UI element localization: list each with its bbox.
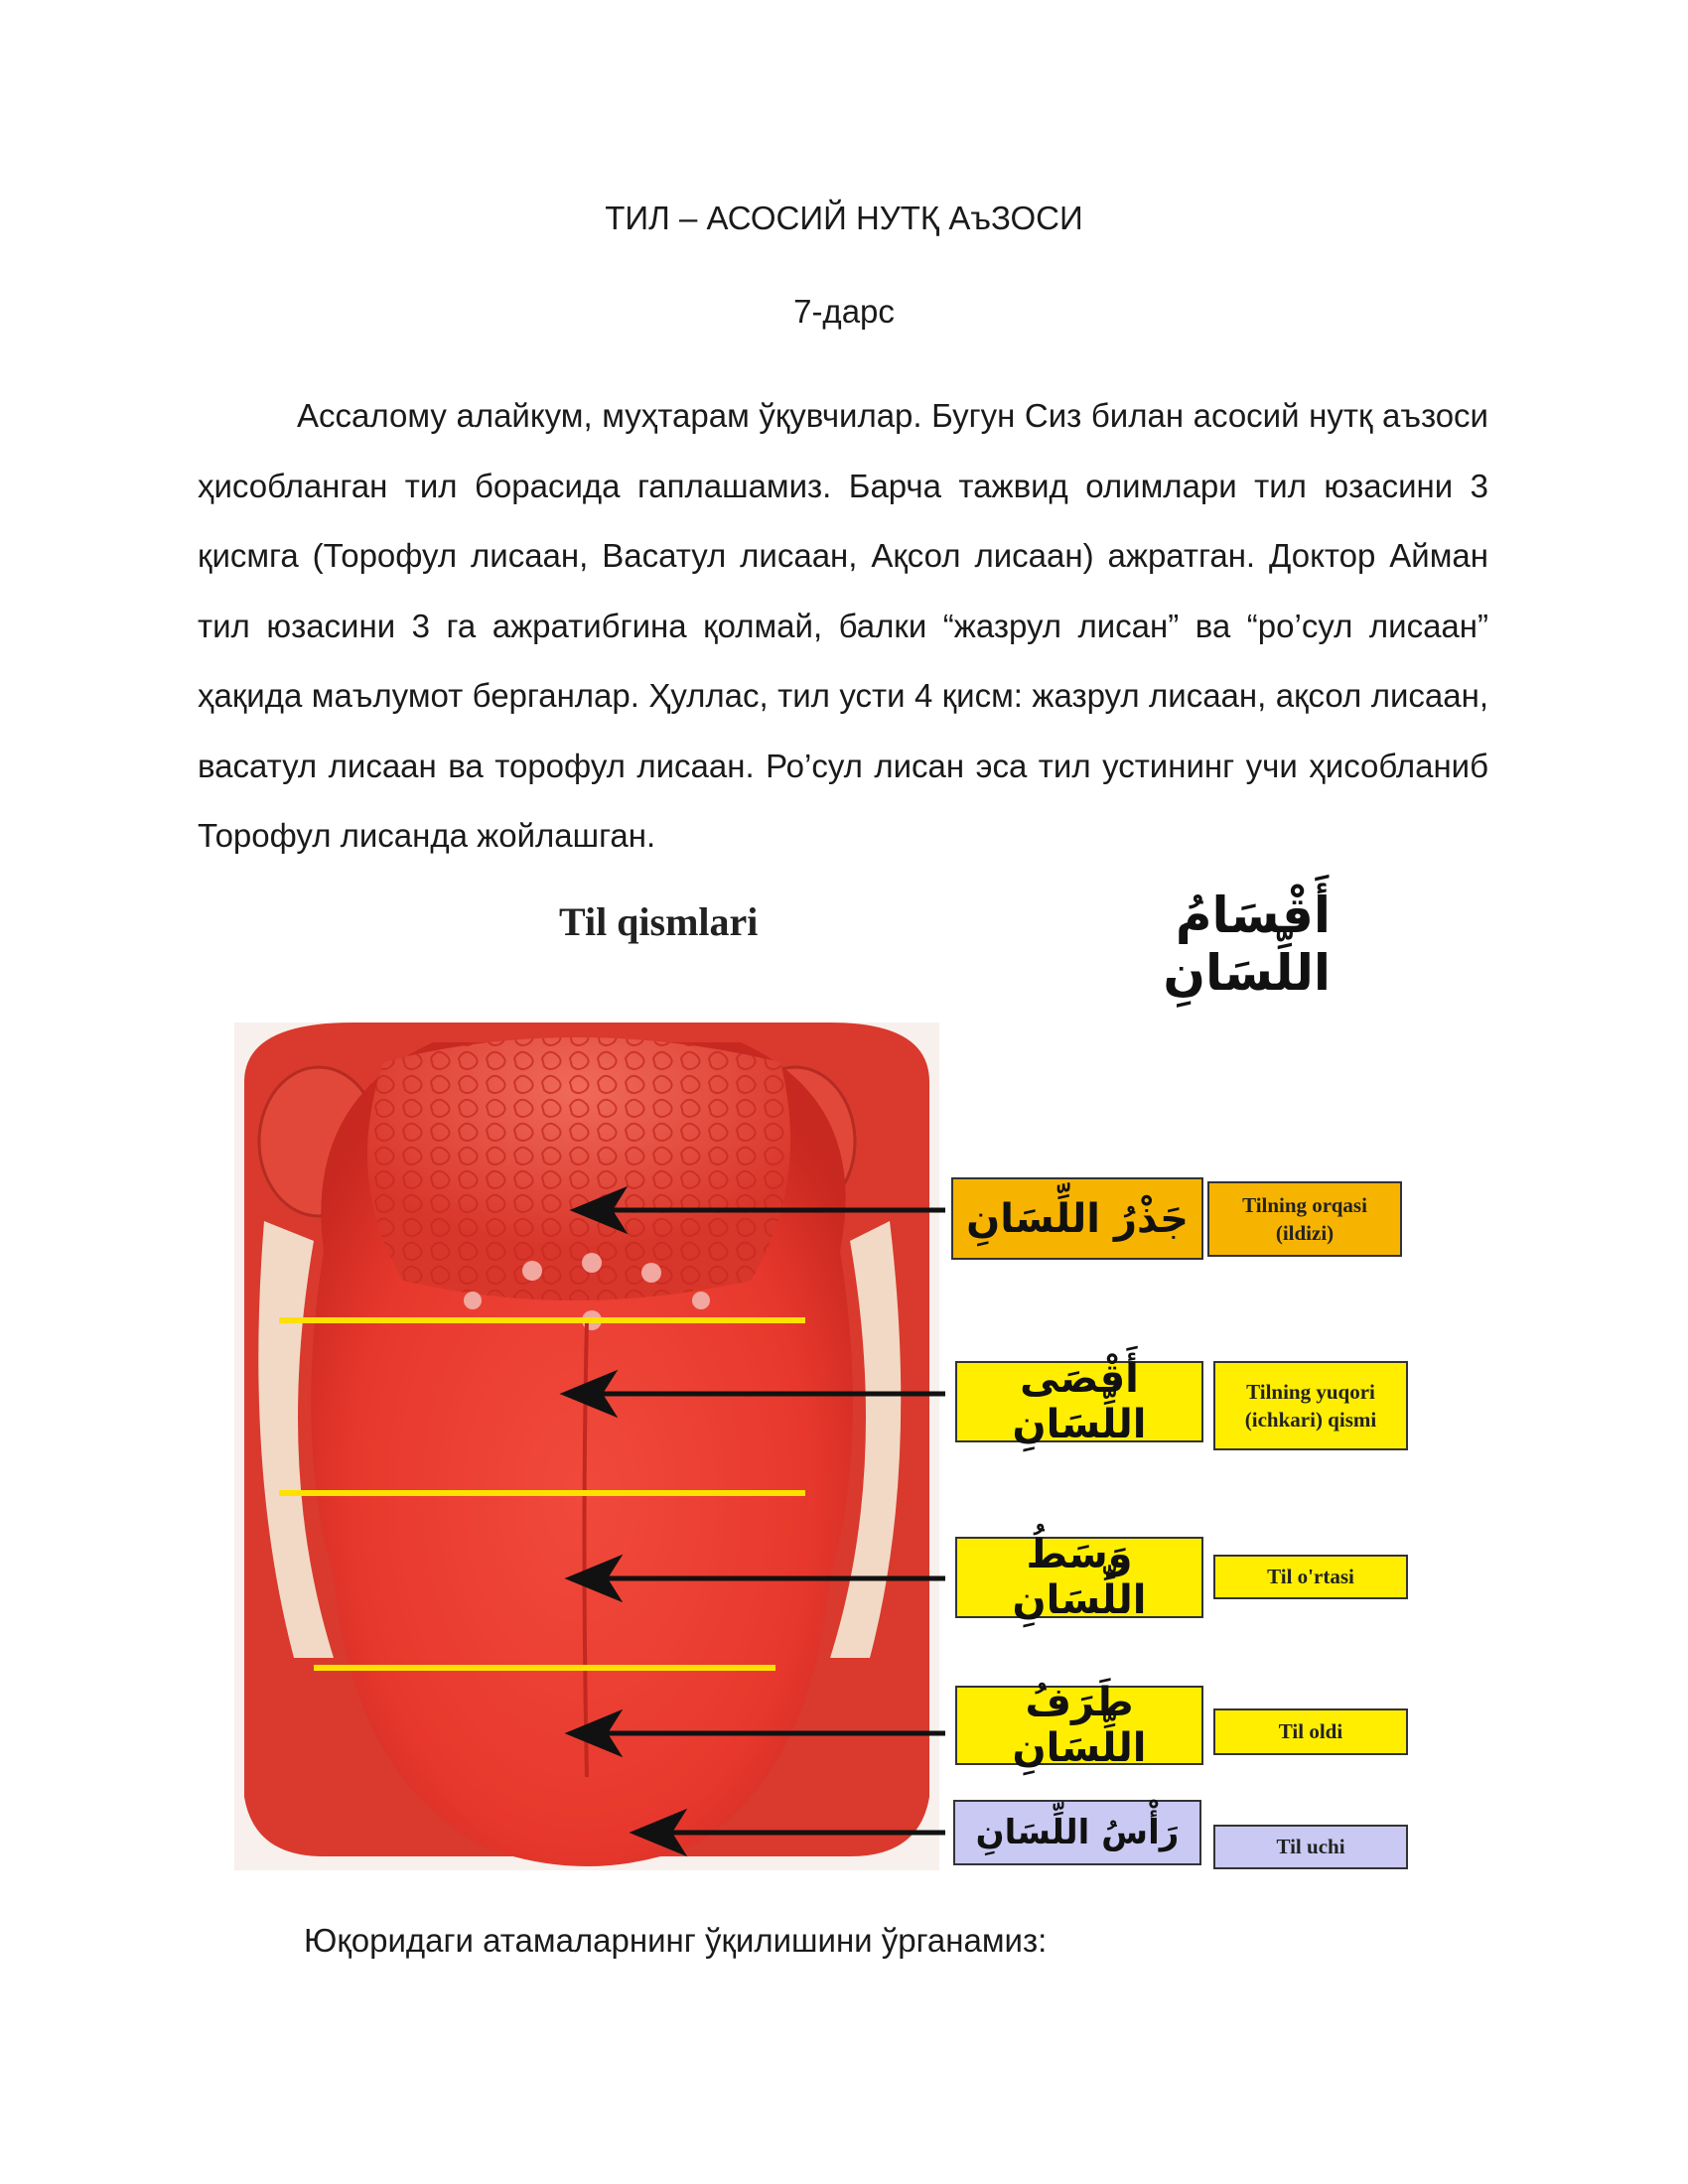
label-root-arabic-text: جَذْرُ اللِّسَانِ (966, 1195, 1189, 1242)
label-middle-arabic (955, 1532, 1203, 1623)
closing-sentence: Юқоридаги атамаларнинг ўқилишини ўрганамиз: (304, 1922, 1048, 1959)
label-back-arabic (955, 1356, 1203, 1447)
label-front-uzbek-text: Til oldi (1278, 1719, 1343, 1744)
label-back-uzbek (1213, 1361, 1408, 1450)
label-tip-uzbek (1213, 1825, 1408, 1869)
intro-paragraph (198, 381, 1488, 872)
label-tip-arabic-text: رَأْسُ اللِّسَانِ (975, 1813, 1180, 1852)
page-title: ТИЛ – АСОСИЙ НУТҚ АъЗОСИ (605, 200, 1083, 236)
label-tip-arabic (953, 1800, 1201, 1865)
label-root-uzbek-text: Tilning orqasi (ildizi) (1242, 1192, 1367, 1245)
label-middle-uzbek (1213, 1555, 1408, 1599)
figure-title-latin: Til qismlari (559, 899, 759, 944)
label-back-arabic-text: أَقْصَى اللِّسَانِ (1012, 1356, 1147, 1447)
label-root-uzbek (1207, 1181, 1402, 1257)
label-front-uzbek (1213, 1708, 1408, 1755)
intro-paragraph-text: Ассалому алайкум, муҳтарам ўқувчилар. Бугун Сиз билан асосий нутқ аъзоси ҳисобланган тил борасида гаплашамиз. Барча тажвид олимлари тил юзасини 3 қисмга (Торофул лисаан, Васатул лисаан, Ақсол лисаан) ажратган. Доктор Айман тил юзасини 3 га ажратибгина қолмай, балки “жазрул лисан” ва “ро’сул лисаан” ҳақида маълумот берганлар. Ҳуллас, тил усти 4 қисм: жазрул лисаан, ақсол лисаан, васатул лисаан ва торофул лисаан. Ро’сул лисан эса тил устининг учи ҳисобланиб Торофул лисанда жойлашган. (198, 397, 1488, 854)
label-tip-uzbek-text: Til uchi (1276, 1835, 1345, 1859)
label-front-arabic (955, 1680, 1203, 1771)
lesson-number: 7-дарс (793, 293, 895, 330)
label-middle-uzbek-text: Til o'rtasi (1267, 1565, 1354, 1589)
label-front-arabic-text: طَرَفُ اللِّسَانِ (1012, 1680, 1147, 1771)
label-root-arabic (951, 1177, 1203, 1260)
figure-title-arabic: أَقْسَامُ اللِّسَانِ (1163, 887, 1331, 1002)
tongue-illustration (234, 1023, 939, 1870)
label-middle-arabic-text: وَسَطُ اللِّسَانِ (1012, 1532, 1147, 1623)
label-back-uzbek-text: Tilning yuqori (ichkari) qismi (1244, 1379, 1377, 1432)
